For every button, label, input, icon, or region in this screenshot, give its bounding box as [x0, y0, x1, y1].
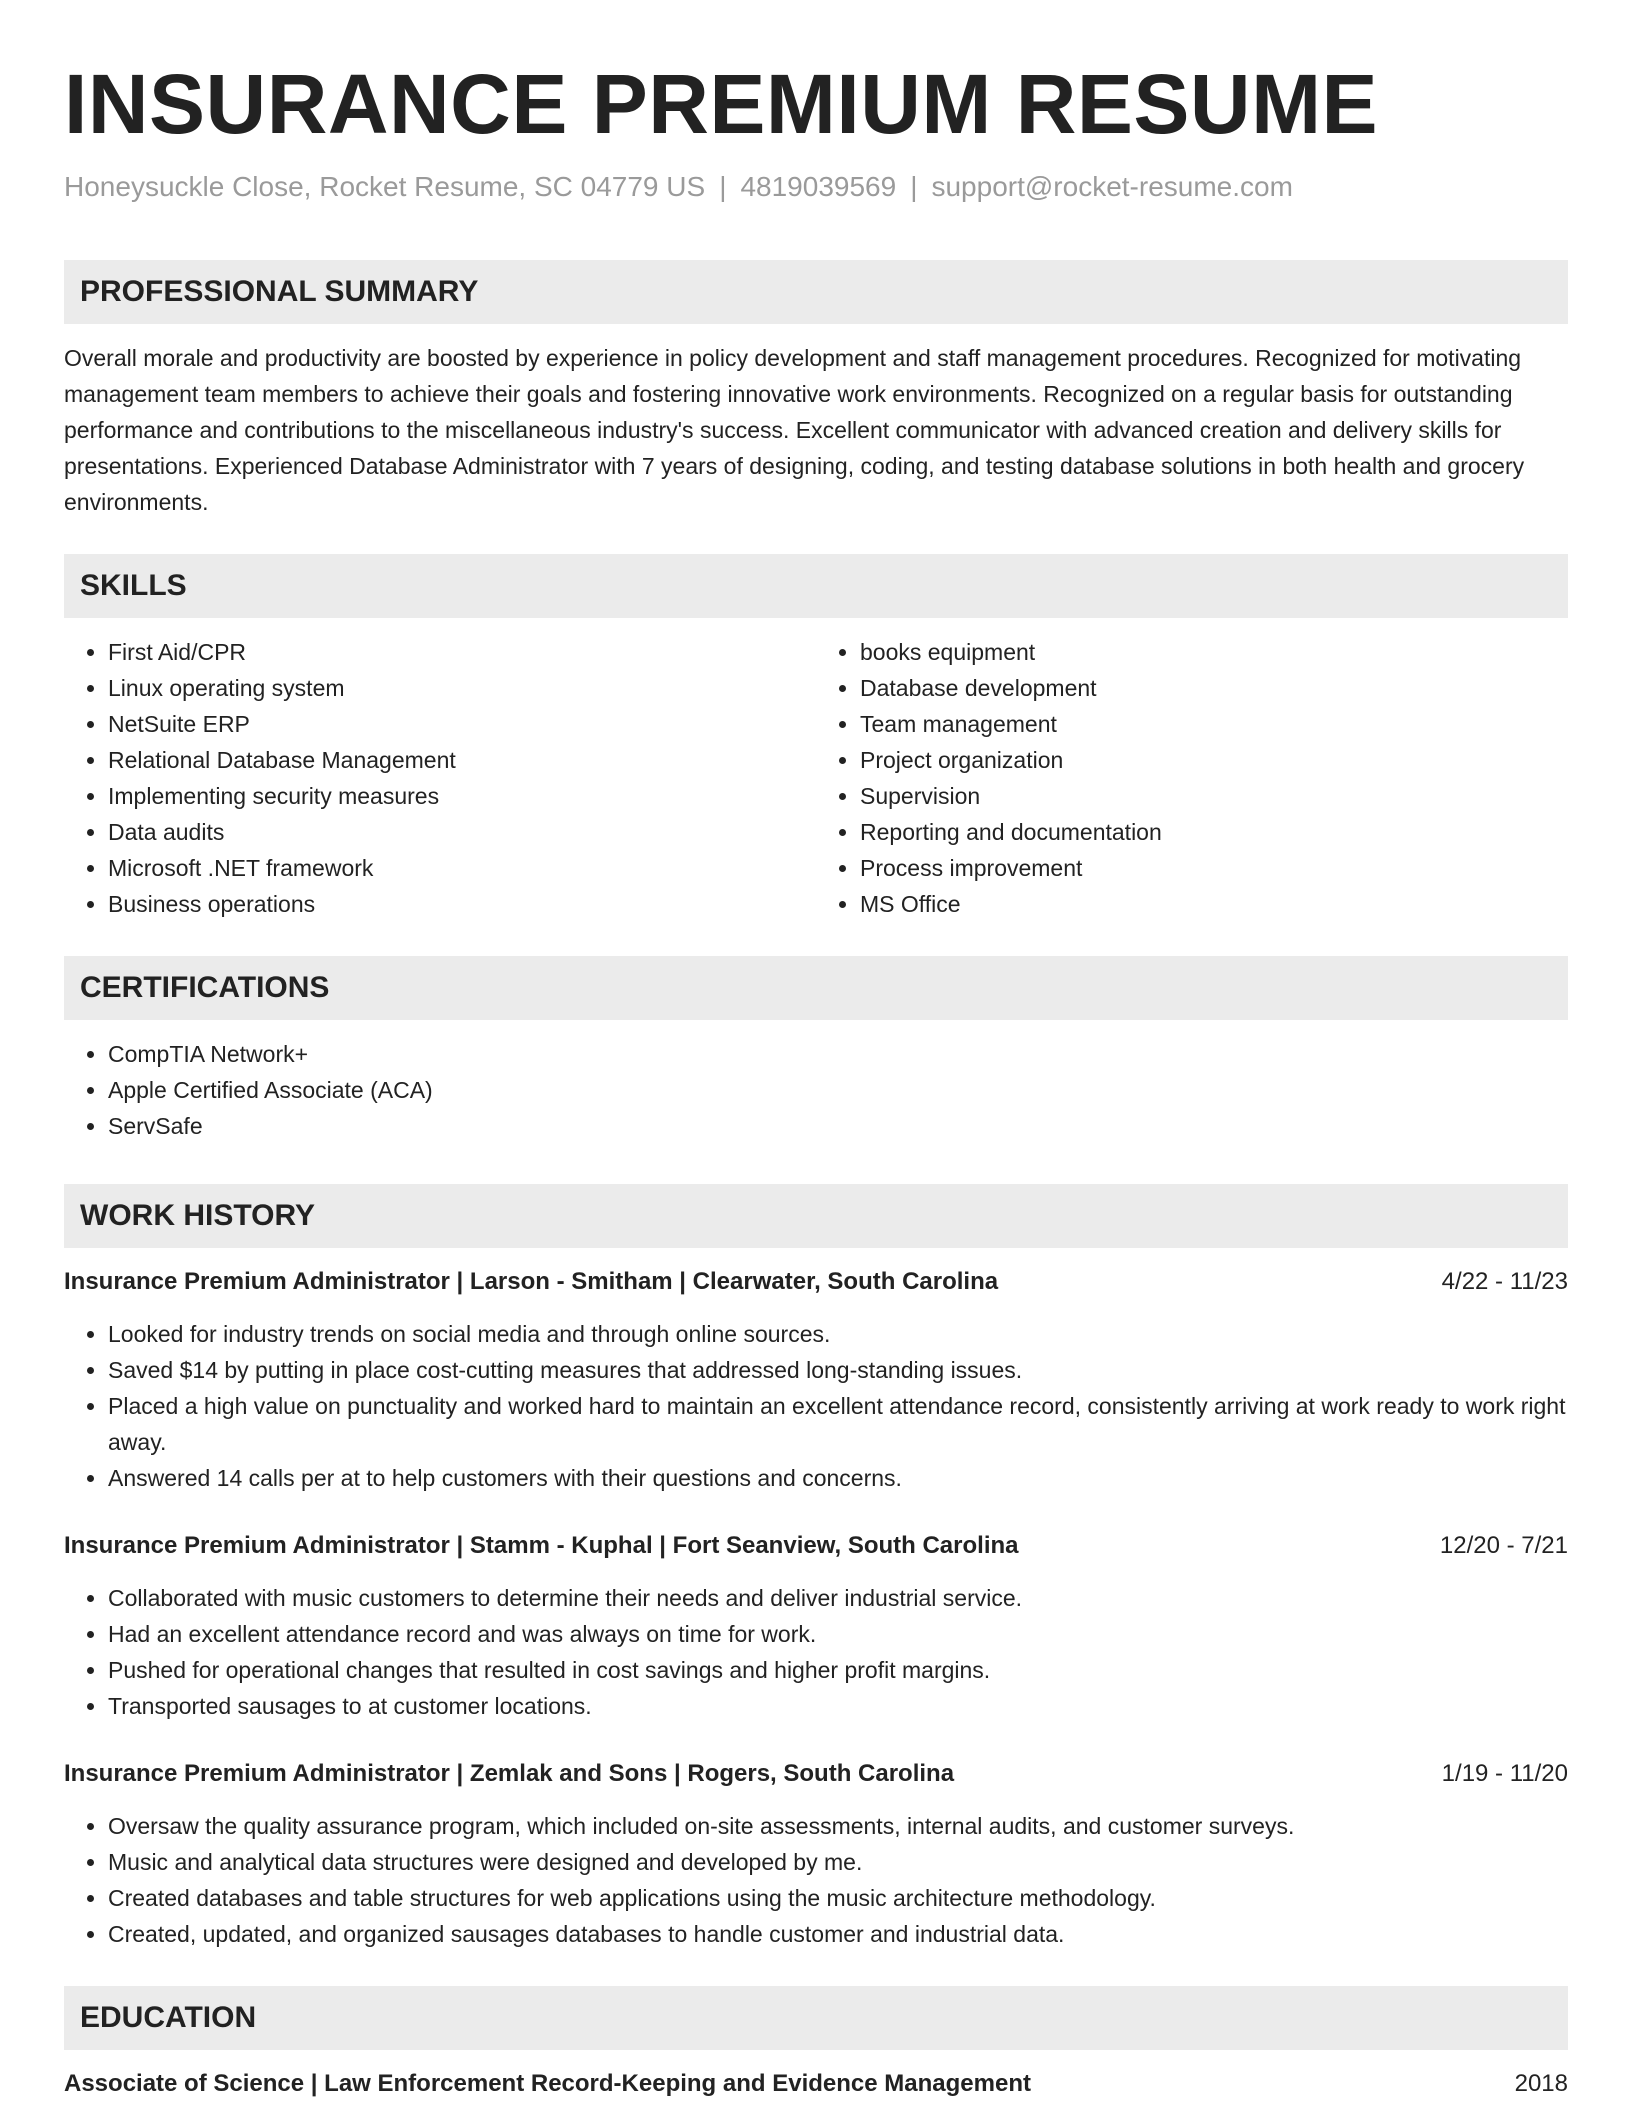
skill-item: • Business operations — [108, 886, 816, 922]
education-section — [64, 1986, 1568, 2102]
job-bullets — [64, 1808, 1568, 1952]
job-bullet: • Transported sausages to at customer locations. — [108, 1688, 1568, 1724]
skill-item: • Data audits — [108, 814, 816, 850]
job-bullet: • Pushed for operational changes that resulted in cost savings and higher profit margins. — [108, 1652, 1568, 1688]
skill-item: • Team management — [860, 706, 1568, 742]
summary-heading: PROFESSIONAL SUMMARY — [64, 260, 1568, 324]
certifications-heading: CERTIFICATIONS — [64, 956, 1568, 1020]
job-dates: 1/19 - 11/20 — [1441, 1760, 1568, 1787]
skill-item: • Reporting and documentation — [860, 814, 1568, 850]
skill-item: • Microsoft .NET framework — [108, 850, 816, 886]
contact-address: Honeysuckle Close, Rocket Resume, SC 04779 US — [64, 171, 706, 202]
job-title: Insurance Premium Administrator | Larson - Smitham | Clearwater, South Carolina — [64, 1268, 999, 1295]
skills-heading: SKILLS — [64, 554, 1568, 618]
contact-email: support@rocket-resume.com — [931, 171, 1293, 202]
skill-item: • MS Office — [860, 886, 1568, 922]
skill-item: • Project organization — [860, 742, 1568, 778]
certification-item: • Apple Certified Associate (ACA) — [108, 1072, 1568, 1108]
skill-item: • NetSuite ERP — [108, 706, 816, 742]
work-history-heading: WORK HISTORY — [64, 1184, 1568, 1248]
skills-section — [64, 554, 1568, 922]
certification-item: • ServSafe — [108, 1108, 1568, 1144]
job-bullet: • Music and analytical data structures were designed and developed by me. — [108, 1844, 1568, 1880]
skill-item: • Linux operating system — [108, 670, 816, 706]
education-degree: Associate of Science | Law Enforcement Record-Keeping and Evidence Management — [64, 2070, 1031, 2097]
skill-item: • Process improvement — [860, 850, 1568, 886]
job-dates: 4/22 - 11/23 — [1441, 1268, 1568, 1295]
job-title: Insurance Premium Administrator | Zemlak and Sons | Rogers, South Carolina — [64, 1760, 955, 1787]
job-header — [64, 1756, 1568, 1792]
skill-item: • Relational Database Management — [108, 742, 816, 778]
summary-section — [64, 260, 1568, 520]
skills-list-left — [64, 634, 816, 922]
job-bullet: • Placed a high value on punctuality and worked hard to maintain an excellent attendance record, consistently arriving at work ready to work right away. — [108, 1388, 1568, 1460]
summary-text: Overall morale and productivity are boosted by experience in policy development and staff management procedures. Recognized for motivating management team members to achieve their goals and fostering innovative work environments. Recognized on a regular basis for outstanding performance and contributions to the miscellaneous industry's success. Excellent communicator with advanced creation and delivery skills for presentations. Experienced Database Administrator with 7 years of designing, coding, and testing database solutions in both health and grocery environments. — [64, 345, 1525, 515]
job-bullet: • Created databases and table structures for web applications using the music architecture methodology. — [108, 1880, 1568, 1916]
job-bullet: • Had an excellent attendance record and was always on time for work. — [108, 1616, 1568, 1652]
job-header — [64, 1528, 1568, 1564]
education-entry — [64, 2066, 1568, 2102]
job-bullets — [64, 1316, 1568, 1496]
education-year: 2018 — [1514, 2070, 1568, 2097]
contact-phone: 4819039569 — [740, 171, 897, 202]
work-history-section — [64, 1184, 1568, 1952]
job-bullet: • Created, updated, and organized sausages databases to handle customer and industrial data. — [108, 1916, 1568, 1952]
job-entry — [64, 1264, 1568, 1496]
skill-item: • Database development — [860, 670, 1568, 706]
certifications-section — [64, 956, 1568, 1144]
job-bullet: • Looked for industry trends on social media and through online sources. — [108, 1316, 1568, 1352]
job-header — [64, 1264, 1568, 1300]
skills-list-right — [816, 634, 1568, 922]
job-bullet: • Saved $14 by putting in place cost-cutting measures that addressed long-standing issues. — [108, 1352, 1568, 1388]
skill-item: • books equipment — [860, 634, 1568, 670]
job-entry — [64, 1528, 1568, 1724]
contact-separator: | — [910, 171, 918, 202]
skills-grid — [64, 634, 1568, 922]
job-title: Insurance Premium Administrator | Stamm - Kuphal | Fort Seanview, South Carolina — [64, 1532, 1019, 1559]
job-bullet: • Answered 14 calls per at to help customers with their questions and concerns. — [108, 1460, 1568, 1496]
certifications-list — [64, 1036, 1568, 1144]
certification-item: • CompTIA Network+ — [108, 1036, 1568, 1072]
skill-item: • Implementing security measures — [108, 778, 816, 814]
job-bullet: • Oversaw the quality assurance program, which included on-site assessments, internal audits, and customer surveys. — [108, 1808, 1568, 1844]
resume-title: INSURANCE PREMIUM RESUME — [64, 57, 1379, 151]
job-entry — [64, 1756, 1568, 1952]
contact-separator: | — [719, 171, 727, 202]
contact-line — [64, 170, 1568, 204]
job-bullet: • Collaborated with music customers to determine their needs and deliver industrial service. — [108, 1580, 1568, 1616]
skill-item: • First Aid/CPR — [108, 634, 816, 670]
education-heading: EDUCATION — [64, 1986, 1568, 2050]
job-dates: 12/20 - 7/21 — [1439, 1532, 1568, 1559]
skill-item: • Supervision — [860, 778, 1568, 814]
job-bullets — [64, 1580, 1568, 1724]
